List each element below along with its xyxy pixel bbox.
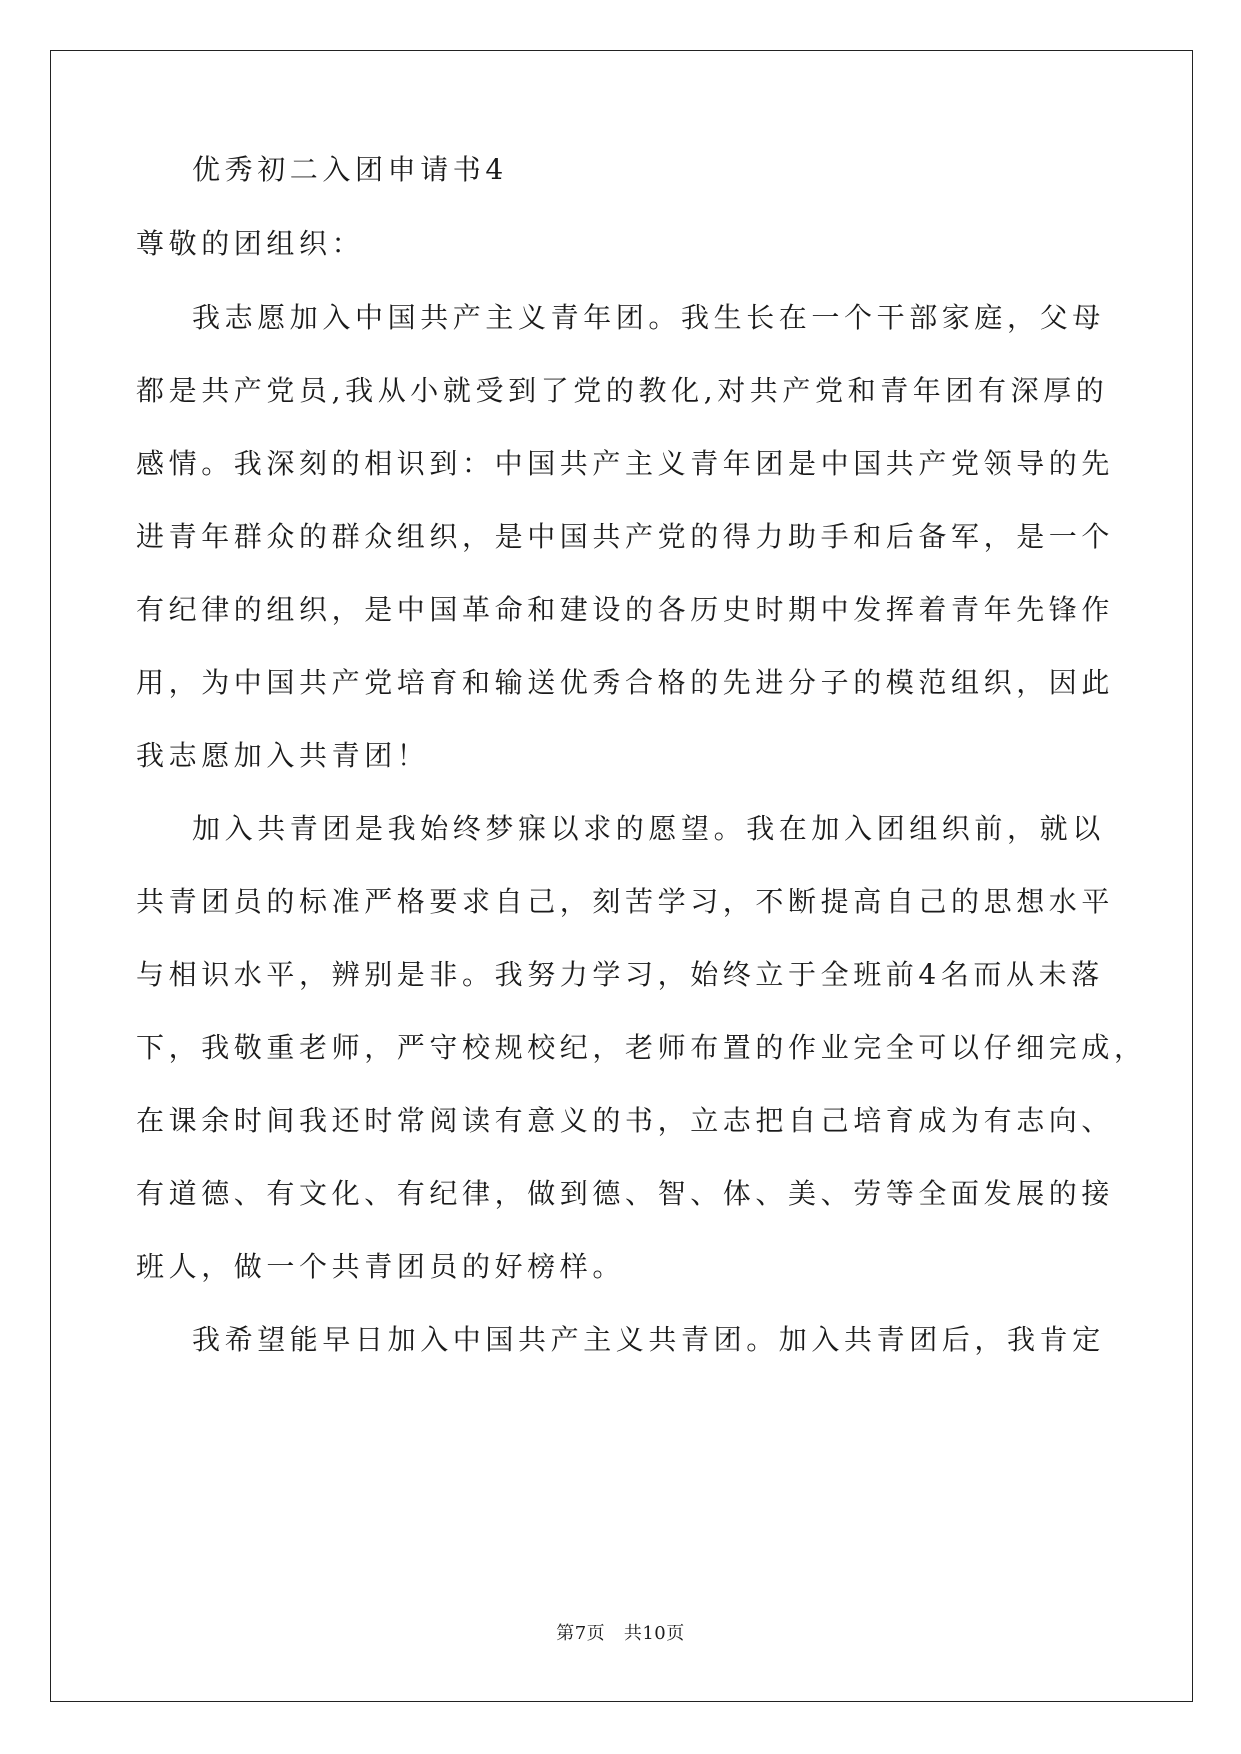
page-number-footer: 第7页 共10页 <box>556 1623 685 1644</box>
paragraph-3-line-1: 我希望能早日加入中国共产主义共青团。加入共青团后，我肯定 <box>192 1323 1105 1356</box>
paragraph-1-line-1: 我志愿加入中国共产主义青年团。我生长在一个干部家庭，父母 <box>192 301 1105 334</box>
paragraph-2-line-1: 加入共青团是我始终梦寐以求的愿望。我在加入团组织前，就以 <box>192 812 1105 845</box>
paragraph-1-line-5: 有纪律的组织，是中国革命和建设的各历史时期中发挥着青年先锋作 <box>136 593 1115 626</box>
salutation: 尊敬的团组织： <box>136 227 365 260</box>
paragraph-2-line-4: 下，我敬重老师，严守校规校纪，老师布置的作业完全可以仔细完成， <box>136 1031 1147 1064</box>
paragraph-1-line-3: 感情。我深刻的相识到：中国共产主义青年团是中国共产党领导的先 <box>136 447 1115 480</box>
paragraph-1-line-2: 都是共产党员,我从小就受到了党的教化,对共产党和青年团有深厚的 <box>136 374 1109 407</box>
paragraph-2-line-7: 班人，做一个共青团员的好榜样。 <box>136 1250 626 1283</box>
document-title: 优秀初二入团申请书4 <box>192 153 508 186</box>
paragraph-1-line-4: 进青年群众的群众组织，是中国共产党的得力助手和后备军，是一个 <box>136 520 1115 553</box>
paragraph-2-line-3: 与相识水平，辨别是非。我努力学习，始终立于全班前4名而从未落 <box>136 958 1104 991</box>
paragraph-2-line-2: 共青团员的标准严格要求自己，刻苦学习，不断提高自己的思想水平 <box>136 885 1115 918</box>
paragraph-2-line-6: 有道德、有文化、有纪律，做到德、智、体、美、劳等全面发展的接 <box>136 1177 1115 1210</box>
paragraph-2-line-5: 在课余时间我还时常阅读有意义的书，立志把自己培育成为有志向、 <box>136 1104 1115 1137</box>
paragraph-1-line-6: 用，为中国共产党培育和输送优秀合格的先进分子的模范组织，因此 <box>136 666 1115 699</box>
paragraph-1-line-7: 我志愿加入共青团！ <box>136 739 430 772</box>
